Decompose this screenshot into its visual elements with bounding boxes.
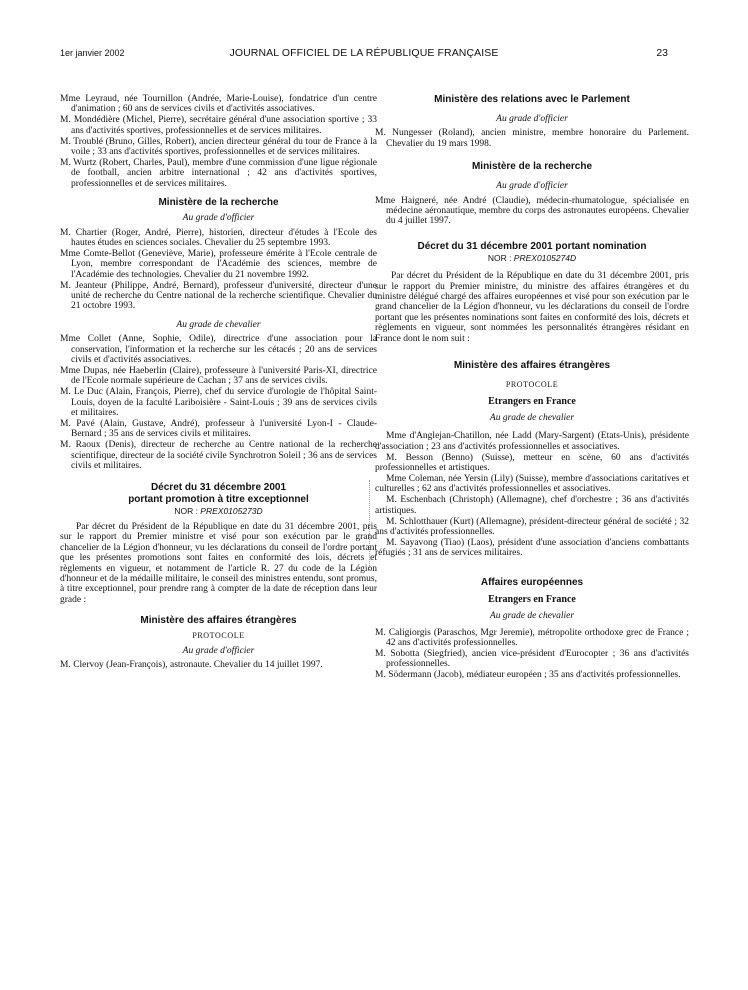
page-header [60, 44, 668, 60]
list-item: M. Sobotta (Siegfried), ancien vice-président d'Eurocopter ; 36 ans d'activités professionnelles. [375, 648, 689, 670]
grade-label: Au grade d'officier [182, 645, 255, 656]
right-column [375, 94, 689, 681]
list-item: M. Troublé (Bruno, Gilles, Robert), ancien directeur général du tour de France à la voile ; 33 ans d'activités sportives, professionnelles et de services militaires. [60, 136, 377, 158]
grade-label: Au grade de chevalier [176, 319, 261, 330]
list-item: M. Mondédière (Michel, Pierre), secrétaire général d'une association sportive ; 33 ans d'activités sportives, professionnelles et de services militaires. [60, 115, 377, 136]
list-item: M. Wurtz (Robert, Charles, Paul), membre d'une commission d'une ligue régionale de football, ancien arbitre international ; 42 ans d'activités sportives, professionnelles et de services militaires. [60, 157, 377, 189]
grade-label: Au grade de chevalier [489, 611, 575, 622]
list-item: Mme Collet (Anne, Sophie, Odile), directrice d'une association pour la conservation, l'information et la recherche sur les cétacés ; 20 ans de services civils et d'activités associatives. [60, 334, 377, 366]
page-number: 23 [656, 47, 668, 59]
nor-code: PREX0105273D [200, 505, 263, 516]
section-heading: Ministère des affaires étrangères [453, 360, 611, 372]
list-item: Mme Dupas, née Haeberlin (Claire), professeure à l'université Paris-XI, directrice de l'Ecole normale supérieure de Cachan ; 37 ans de services civils. [60, 365, 377, 387]
decree-body: Par décret du Président de la République en date du 31 décembre 2001, pris sur le rapport du Premier ministre, du ministre des affaires étrangères et du ministre délégué chargé des affaires européennes et visé pour son exécution par le grand chancelier de la Légion d'honneur, vu les déclarations du conseil de l'ordre portant que les présentes nominations sont faites en conformité des lois, décrets et règlements en vigueur, sont nommées les personnalités étrangères résidant en France dont le nom suit : [375, 271, 689, 344]
subheading: Etrangers en France [488, 593, 576, 605]
list-item: M. Eschenbach (Christoph) (Allemagne), chef d'orchestre ; 36 ans d'activités artistiques. [375, 495, 689, 516]
decree-title: Décret du 31 décembre 2001 portant nomination [417, 240, 647, 252]
list-item: M. Raoux (Denis), directeur de recherche au Centre national de la recherche scientifique, directeur de la société civile Synchrotron Soleil ; 36 ans de services civils et militaires. [60, 440, 377, 472]
nor-reference [375, 253, 689, 263]
grade-label: Au grade d'officier [496, 114, 568, 124]
list-item: M. Nungesser (Roland), ancien ministre, membre honoraire du Parlement. Chevalier du 19 mars 1998. [375, 128, 689, 149]
list-item: Mme Comte-Bellot (Geneviève, Marie), professeure émérite à l'Ecole centrale de Lyon, membre correspondant de l'Académie des sciences, membre de l'Académie des technologies. Chevalier du 21 novembre 1992. [60, 248, 377, 280]
subheading: Etrangers en France [488, 395, 576, 407]
list-item: M. Sayavong (Tiao) (Laos), président d'une association d'anciens combattants réfugiés ; 31 ans de services militaires. [375, 537, 689, 559]
list-item: M. Jeanteur (Philippe, André, Bernard), professeur d'université, directeur d'une unité de recherche du Centre national de la recherche scientifique. Chevalier du 21 octobre 1993. [60, 280, 377, 312]
nor-code: PREX0105274D [513, 252, 577, 263]
section-heading: Ministère de la recherche [471, 161, 593, 173]
grade-label: Au grade de chevalier [489, 412, 575, 423]
section-heading: Affaires européennes [480, 576, 584, 588]
list-item: M. Pavé (Alain, Gustave, André), professeur à l'université Lyon-I - Claude-Bernard ; 35 ans de services civils et militaires. [60, 418, 377, 440]
decree-title-line1: Décret du 31 décembre 2001 [150, 481, 287, 493]
left-column [60, 94, 377, 671]
list-item: Mme Coleman, née Yersin (Lily) (Suisse), membre d'associations caritatives et culturelles ; 62 ans d'activités professionnelles et associatives. [375, 473, 689, 495]
protocole-label: PROTOCOLE [505, 380, 559, 390]
list-item: M. Besson (Benno) (Suisse), metteur en scène, 60 ans d'activités professionnelles et artistiques. [375, 452, 689, 474]
list-item: Mme d'Anglejan-Chatillon, née Ladd (Mary-Sargent) (Etats-Unis), présidente d'association ; 23 ans d'activités professionnelles et associatives. [375, 431, 689, 452]
section-heading: Ministère de la recherche [158, 197, 279, 209]
grade-label: Au grade d'officier [496, 181, 568, 192]
nor-label: NOR : [174, 505, 201, 516]
list-item: M. Södermann (Jacob), médiateur européen ; 35 ans d'activités professionnelles. [375, 670, 681, 681]
list-item: M. Schlotthauer (Kurt) (Allemagne), président-directeur général de société ; 32 ans d'activités professionnelles. [375, 516, 689, 537]
section-heading: Ministère des relations avec le Parlement [434, 94, 630, 105]
list-item: M. Chartier (Roger, André, Pierre), historien, directeur d'études à l'Ecole des hautes études en sciences sociales. Chevalier du 25 septembre 1993. [60, 227, 377, 248]
list-item: Mme Haigneré, née André (Claudie), médecin-rhumatologue, spécialisée en médecine aéronautique, membre du corps des astronautes européens. Chevalier du 4 juillet 1997. [375, 195, 689, 227]
nor-reference [60, 506, 377, 516]
decree-body: Par décret du Président de la République en date du 31 décembre 2001, pris sur le rapport du Premier ministre et visé pour son exécution par le grand chancelier de la Légion d'honneur, vu les déclarations du conseil de l'ordre portant que les présentes promotions sont faites en conformité des lois, décrets et règlements en vigueur, et notamment de l'article R. 27 du code de la Légion d'honneur et de la médaille militaire, le conseil des ministres entendu, sont promus, à titre exceptionnel, pour prendre rang à compter de la date de réception dans leur grade : [60, 521, 377, 605]
decree-title-line2: portant promotion à titre exceptionnel [128, 493, 309, 505]
list-item: M. Clervoy (Jean-François), astronaute. Chevalier du 14 juillet 1997. [60, 659, 323, 670]
list-item: Mme Leyraud, née Tournillon (Andrée, Marie-Louise), fondatrice d'un centre d'animation ; 60 ans de services civils et d'activités associatives. [60, 94, 377, 115]
grade-label: Au grade d'officier [182, 213, 255, 224]
list-item: M. Caligiorgis (Paraschos, Mgr Jeremie), métropolite orthodoxe grec de France ; 42 ans d'activités professionnelles. [375, 627, 689, 648]
protocole-label: PROTOCOLE [192, 631, 245, 641]
nor-label: NOR : [487, 252, 514, 263]
section-heading: Ministère des affaires étrangères [140, 615, 297, 627]
header-date: 1er janvier 2002 [60, 48, 125, 58]
header-title: JOURNAL OFFICIEL DE LA RÉPUBLIQUE FRANÇAISE [229, 47, 499, 59]
list-item: M. Le Duc (Alain, François, Pierre), chef du service d'urologie de l'hôpital Saint-Louis, doyen de la faculté Lariboisière - Saint-Louis ; 39 ans de services civils et militaires. [60, 387, 377, 419]
